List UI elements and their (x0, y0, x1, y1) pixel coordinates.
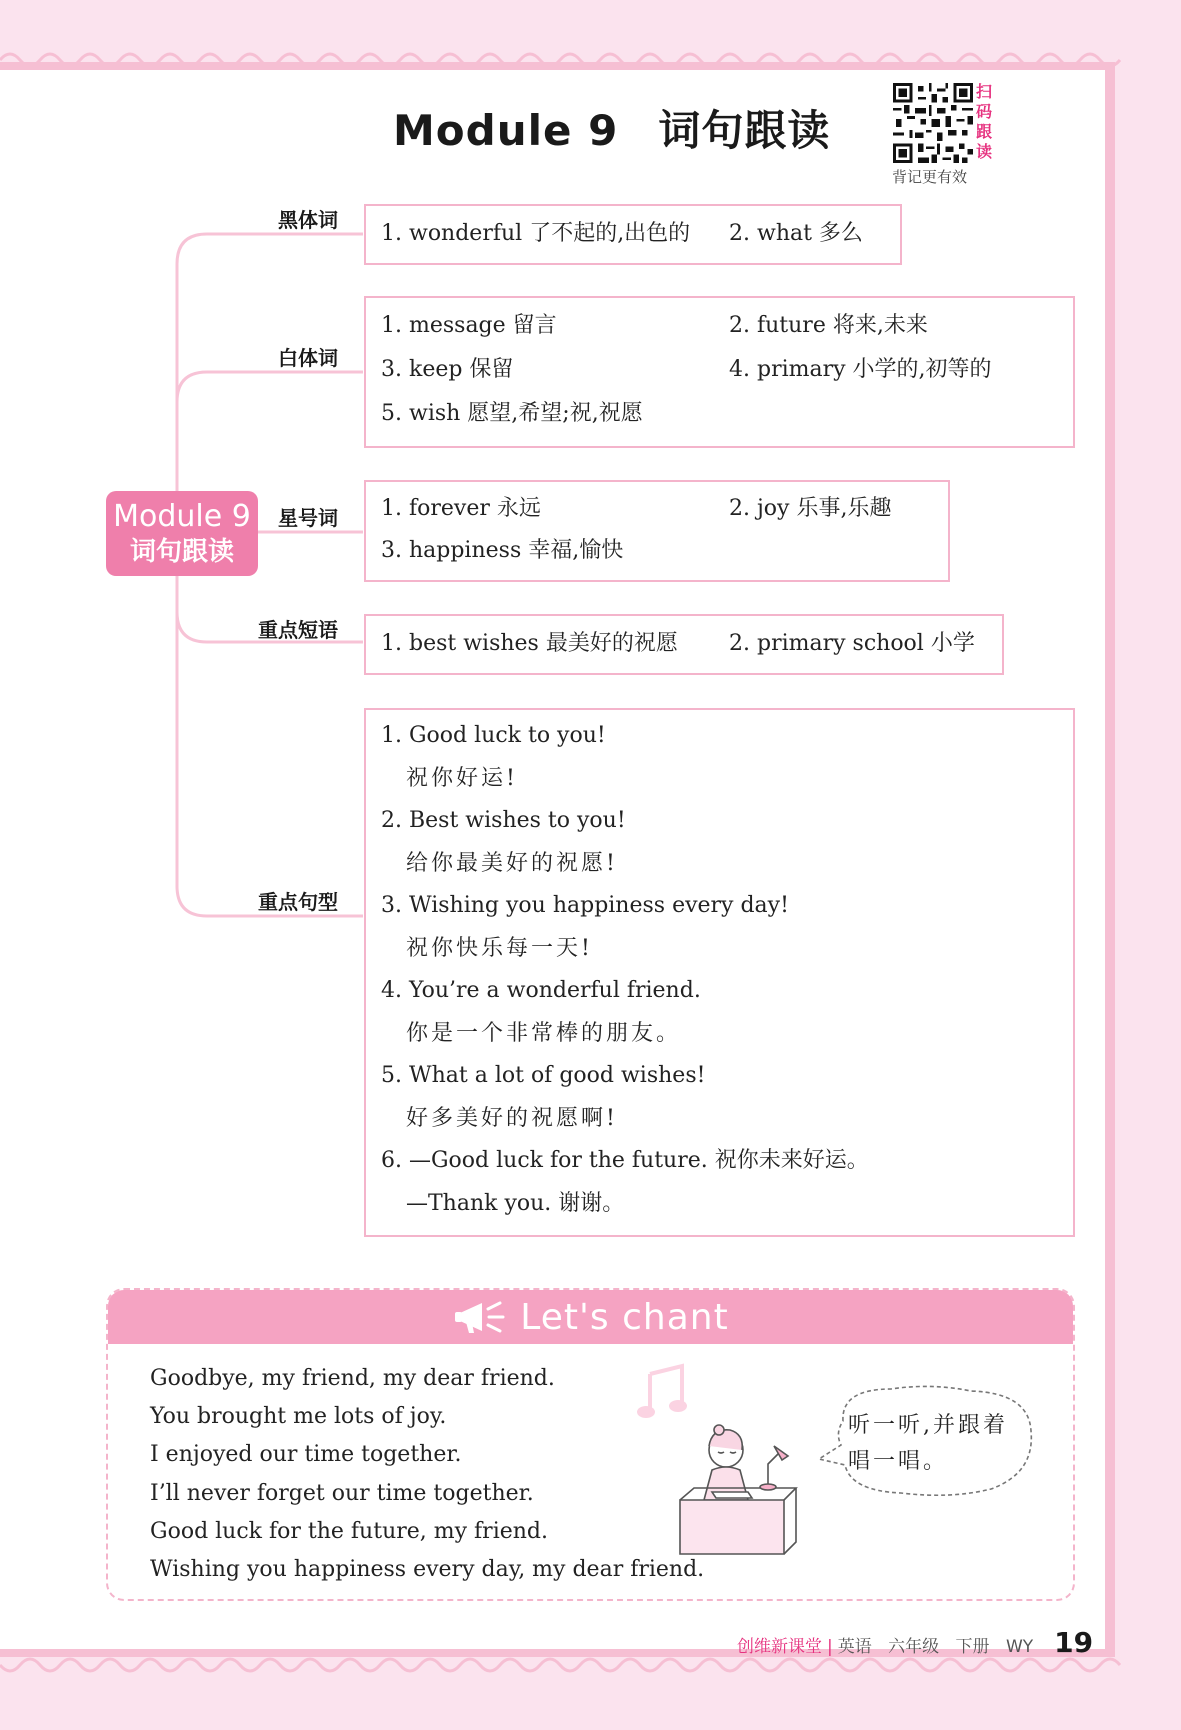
girl-writing-illustration (672, 1420, 812, 1560)
bold-words-box (364, 204, 902, 265)
vocab-item: 1. message 留言 (381, 313, 557, 338)
sentence-en: 1. Good luck to you! (381, 723, 606, 748)
footer-separator: | (827, 1637, 833, 1657)
sentence-cn: 给你最美好的祝愿! (406, 850, 618, 876)
phrase-item: 2. primary school 小学 (729, 631, 975, 656)
sentence-en: 5. What a lot of good wishes! (381, 1063, 706, 1088)
branch-label-key-sentences: 重点句型 (258, 890, 338, 914)
footer-grade: 六年级 (888, 1637, 940, 1657)
footer-term: 下册 (955, 1637, 990, 1657)
center-node-subtitle: 词句跟读 (129, 536, 234, 567)
branch-label-key-phrases: 重点短语 (258, 618, 338, 642)
megaphone-icon (452, 1297, 510, 1337)
page-number: 19 (1054, 1626, 1094, 1659)
bubble-line: 唱一唱。 (848, 1449, 949, 1474)
title-module: Module 9 (393, 106, 619, 155)
chant-lyrics (150, 1360, 704, 1589)
title-chinese: 词句跟读 (658, 106, 831, 155)
list-item (381, 622, 1002, 666)
music-note-icon (636, 1362, 692, 1422)
vocab-item: 2. joy 乐事,乐趣 (729, 496, 892, 521)
key-sentences-box (364, 708, 1075, 1237)
bubble-line: 听一听,并跟着 (848, 1413, 1008, 1438)
vocab-item: 5. wish 愿望,希望;祝,祝愿 (381, 401, 643, 426)
sentence-cn: 祝你好运! (406, 765, 518, 791)
footer-meta (838, 1632, 1044, 1657)
chant-title: Let's chant (520, 1296, 729, 1338)
list-item (381, 392, 1073, 436)
chant-header (108, 1290, 1073, 1344)
vocab-item: 2. future 将来,未来 (729, 313, 928, 338)
sentence-cn: 你是一个非常棒的朋友。 (406, 1020, 682, 1046)
chant-line: Good luck for the future, my friend. (150, 1518, 548, 1544)
list-item (381, 348, 1073, 392)
qr-caption: 背记更有效 (892, 168, 968, 186)
qr-side-char: 跟 (976, 122, 993, 141)
footer-subject: 英语 (837, 1637, 872, 1657)
sentence-en: 2. Best wishes to you! (381, 808, 626, 833)
list-item (381, 304, 1073, 348)
chant-line: Wishing you happiness every day, my dear friend. (150, 1557, 705, 1583)
plain-words-box (364, 296, 1075, 448)
chant-line: I enjoyed our time together. (150, 1442, 462, 1468)
chant-line: You brought me lots of joy. (150, 1404, 447, 1430)
vocab-item: 3. keep 保留 (381, 357, 514, 382)
list-item (381, 530, 948, 572)
star-words-box (364, 480, 950, 582)
list-item (381, 488, 948, 530)
page-footer (737, 1626, 1093, 1659)
vocab-item: 3. happiness 幸福,愉快 (381, 538, 624, 563)
phrase-item: 1. best wishes 最美好的祝愿 (381, 631, 678, 656)
sentence-en: 3. Wishing you happiness every day! (381, 893, 789, 918)
sentence-cn: 祝你快乐每一天! (406, 935, 593, 961)
center-node-title: Module 9 (113, 498, 251, 534)
list-item (381, 212, 900, 256)
qr-side-char: 码 (976, 102, 993, 121)
qr-side-char: 读 (976, 142, 993, 161)
vocab-item: 1. forever 永远 (381, 496, 541, 521)
sentence-en: 4. You’re a wonderful friend. (381, 978, 701, 1003)
branch-label-plain-words: 白体词 (278, 346, 338, 370)
vocab-item: 1. wonderful 了不起的,出色的 (381, 221, 691, 246)
chant-line: Goodbye, my friend, my dear friend. (150, 1366, 555, 1391)
dialogue-reply: —Thank you. 谢谢。 (406, 1190, 625, 1216)
vocab-item: 2. what 多么 (729, 221, 863, 246)
chant-line: I’ll never forget our time together. (150, 1480, 534, 1506)
sentence-cn: 好多美好的祝愿啊! (406, 1105, 618, 1131)
dialogue-line: 6. —Good luck for the future. 祝你未来好运。 (381, 1148, 869, 1173)
footer-edition: WY (1005, 1637, 1034, 1657)
key-phrases-box (364, 614, 1004, 675)
footer-brand: 创维新课堂 (737, 1637, 822, 1657)
vocab-item: 4. primary 小学的,初等的 (729, 357, 992, 382)
bubble-text (848, 1408, 1028, 1480)
qr-side-char: 扫 (976, 82, 993, 101)
branch-label-bold-words: 黑体词 (278, 208, 338, 232)
branch-label-star-words: 星号词 (278, 506, 338, 530)
